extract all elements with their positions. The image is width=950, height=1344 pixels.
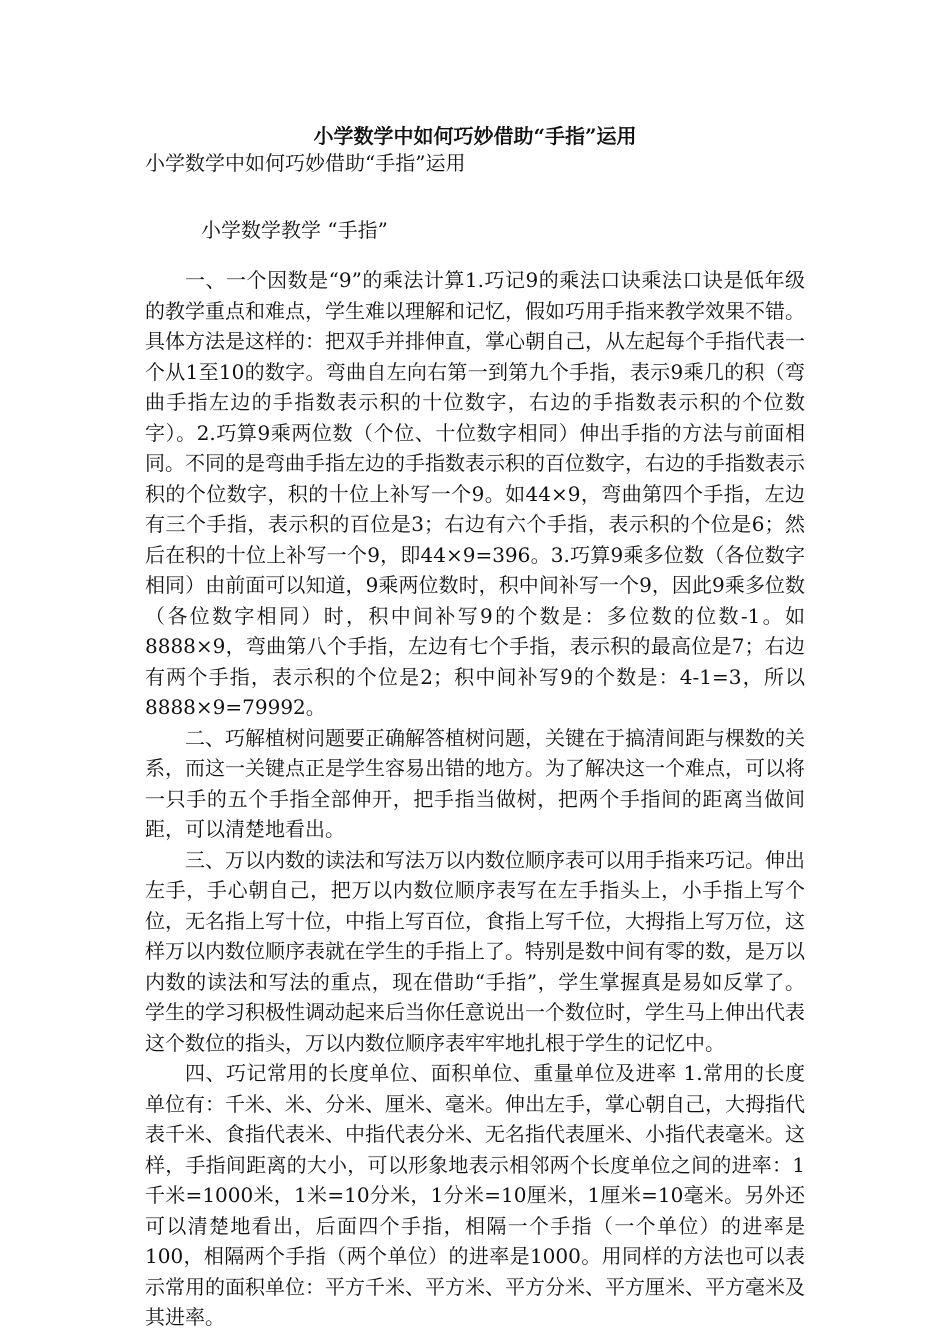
document-keywords: 小学数学教学 “手指”: [201, 217, 388, 242]
paragraph-place-value: 三、万以内数的读法和写法万以内数位顺序表可以用手指来巧记。伸出左手，手心朝自己，把万以内数位顺序表写在左手指头上，小手指上写个位，无名指上写十位，中指上写百位，食指上写千位，大拇指上写万位，这样万以内数位顺序表就在学生的手指上了。特别是数中间有零的数，是万以内数的读法和写法的重点，现在借助“手指”，学生掌握真是易如反掌了。学生的学习积极性调动起来后当你任意说出一个数位时，学生马上伸出代表这个数位的指头，万以内数位顺序表牢牢地扎根于学生的记忆中。: [145, 847, 805, 1055]
document-title: 小学数学中如何巧妙借助“手指”运用: [313, 124, 637, 148]
document-subtitle: 小学数学中如何巧妙借助“手指”运用: [145, 151, 466, 175]
document-body: [145, 148, 805, 1333]
paragraph-multiplication: 一、一个因数是“9”的乘法计算1.巧记9的乘法口诀乘法口诀是低年级的教学重点和难点，学生难以理解和记忆，假如巧用手指来教学效果不错。具体方法是这样的：把双手并排伸直，掌心朝自己，从左起每个手指代表一个从1至10的数字。弯曲自左向右第一到第九个手指，表示9乘几的积（弯曲手指左边的手指数表示积的十位数字，右边的手指数表示积的个位数字）。2.巧算9乘两位数（个位、十位数字相同）伸出手指的方法与前面相同。不同的是弯曲手指左边的手指数表示积的百位数字，右边的手指数表示积的个位数字，积的十位上补写一个9。如44×9，弯曲第四个手指，左边有三个手指，表示积的百位是3；右边有六个手指，表示积的个位是6；然后在积的十位上补写一个9，即44×9=396。3.巧算9乘多位数（各位数字相同）由前面可以知道，9乘两位数时，积中间补写一个9，因此9乘多位数（各位数字相同）时，积中间补写9的个数是：多位数的位数-1。如8888×9，弯曲第八个手指，左边有七个手指，表示积的最高位是7；右边有两个手指，表示积的个位是2；积中间补写9的个数是：4-1=3，所以8888×9=79992。: [145, 268, 805, 719]
paragraph-tree-planting: 二、巧解植树问题要正确解答植树问题，关键在于搞清间距与棵数的关系，而这一关键点正是学生容易出错的地方。为了解决这一个难点，可以将一只手的五个手指全部伸开，把手指当做树，把两个手指间的距离当做间距，可以清楚地看出。: [145, 725, 805, 841]
paragraph-units: 四、巧记常用的长度单位、面积单位、重量单位及进率 1.常用的长度单位有：千米、米、分米、厘米、毫米。伸出左手，掌心朝自己，大拇指代表千米、食指代表米、中指代表分米、无名指代表厘米、小指代表毫米。这样，手指间距离的大小，可以形象地表示相邻两个长度单位之间的进率：1千米=1000米，1米=10分米，1分米=10厘米，1厘米=10毫米。另外还可以清楚地看出，后面四个手指，相隔一个手指（一个单位）的进率是100，相隔两个手指（两个单位）的进率是1000。用同样的方法也可以表示常用的面积单位：平方千米、平方米、平方分米、平方厘米、平方毫米及其进率。: [145, 1061, 805, 1329]
